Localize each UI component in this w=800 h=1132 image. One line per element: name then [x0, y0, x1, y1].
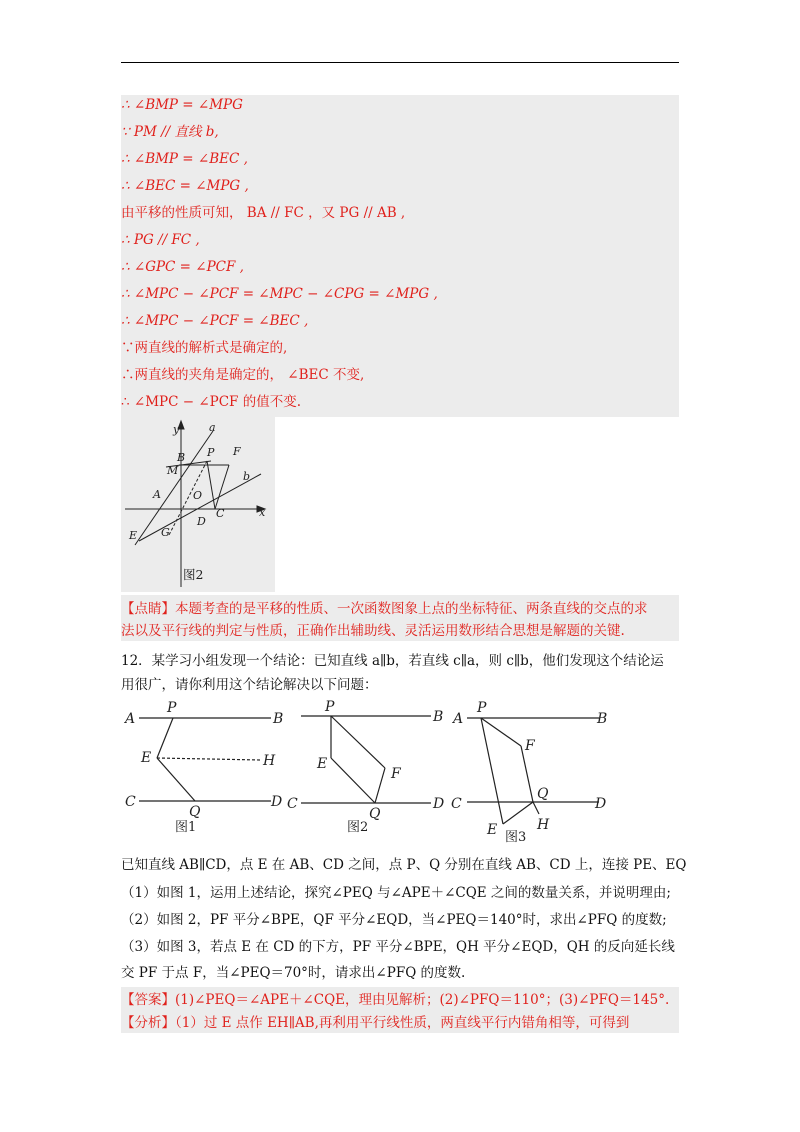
problem-line: （1）如图 1，运用上述结论，探究∠PEQ 与∠APE＋∠CQE 之间的数量关系，并说明理由;: [121, 885, 671, 901]
fig-label: B: [433, 709, 444, 725]
problem-line: （3）如图 3，若点 E 在 CD 的下方，PF 平分∠BPE，QH 平分∠EQD，QH 的反向延长线: [121, 939, 675, 955]
fig-label: a: [209, 421, 216, 434]
solution-line: ∴ ∠BEC = ∠MPG ,: [121, 178, 249, 194]
fig-label: D: [595, 796, 607, 812]
solution-line: ∴ ∠BMP = ∠BEC ,: [121, 151, 248, 167]
fig-label: Q: [189, 804, 201, 820]
fig-label: C: [216, 507, 225, 520]
analysis-line: 【分析】（1）过 E 点作 EH∥AB,再利用平行线性质，两直线平行内错角相等，可得到: [121, 1015, 630, 1031]
fig-label: C: [287, 796, 298, 812]
fig-label: E: [317, 756, 328, 772]
fig-label: P: [325, 699, 335, 715]
fig-label: A: [153, 488, 161, 501]
parallel-lines-figures: [121, 698, 631, 843]
fig-label: E: [129, 529, 138, 542]
solution-line: ∴两直线的夹角是确定的， ∠BEC 不变,: [121, 367, 365, 383]
fig-label: H: [537, 817, 550, 833]
solution-line: ∴ ∠MPC − ∠PCF = ∠BEC ,: [121, 313, 309, 329]
fig-label: Q: [537, 786, 549, 802]
fig-label: D: [271, 794, 283, 810]
fig-label: C: [451, 796, 462, 812]
figure-caption: 图2: [347, 820, 369, 835]
solution-line: ∵ PM // 直线 b,: [121, 124, 219, 140]
fig-label: B: [597, 711, 608, 727]
fig-label: C: [125, 794, 136, 810]
solution-line: 由平移的性质可知， BA // FC ，又 PG // AB ,: [121, 205, 406, 221]
fig-label: A: [125, 711, 136, 727]
fig-label: y: [173, 423, 180, 436]
fig-label: F: [391, 766, 401, 782]
fig-label: E: [487, 822, 498, 838]
fig-label: b: [243, 470, 251, 483]
fig-label: O: [193, 489, 203, 502]
coordinate-figure: [121, 417, 275, 592]
problem-intro-line: 12．某学习小组发现一个结论：已知直线 a∥b，若直线 c∥a，则 c∥b，他们发现这个结论运: [121, 653, 664, 669]
fig-label: H: [263, 753, 276, 769]
solution-line: ∵两直线的解析式是确定的,: [121, 340, 288, 356]
fig-label: Q: [369, 806, 381, 822]
solution-line: ∴ ∠MPC − ∠PCF = ∠MPC − ∠CPG = ∠MPG ,: [121, 286, 438, 302]
solution-line: ∴ PG // FC ,: [121, 232, 200, 248]
fig-label: D: [433, 796, 445, 812]
header-rule: [121, 62, 679, 63]
fig-label: F: [525, 738, 535, 754]
solution-line: ∴ ∠MPC − ∠PCF 的值不变.: [121, 394, 301, 410]
figure-caption: 图3: [505, 830, 527, 843]
fig-label: P: [207, 446, 215, 459]
comment-line: 【点睛】本题考查的是平移的性质、一次函数图象上点的坐标特征、两条直线的交点的求: [121, 601, 648, 617]
problem-intro-line: 用很广，请你利用这个结论解决以下问题：: [121, 677, 378, 693]
fig-label: F: [233, 445, 241, 458]
figure-caption: 图1: [175, 820, 197, 835]
answer-line: 【答案】(1)∠PEQ＝∠APE＋∠CQE，理由见解析；(2)∠PFQ＝110°；(3)∠PFQ＝145°.: [121, 992, 670, 1008]
comment-line: 法以及平行线的判定与性质，正确作出辅助线、灵活运用数形结合思想是解题的关键.: [121, 623, 625, 639]
problem-line: 交 PF 于点 F，当∠PEQ＝70°时，请求出∠PFQ 的度数.: [121, 965, 466, 981]
fig-label: x: [259, 506, 266, 519]
fig-label: A: [453, 711, 464, 727]
problem-line: （2）如图 2，PF 平分∠BPE，QF 平分∠EQD，当∠PEQ＝140°时，求出∠PFQ 的度数;: [121, 912, 667, 928]
solution-line: ∴ ∠BMP = ∠MPG: [121, 97, 243, 113]
problem-line: 已知直线 AB∥CD，点 E 在 AB、CD 之间，点 P、Q 分别在直线 AB、CD 上，连接 PE、EQ: [121, 857, 687, 873]
fig-label: D: [197, 515, 206, 528]
fig-label: B: [273, 711, 284, 727]
solution-line: ∴ ∠GPC = ∠PCF ,: [121, 259, 244, 275]
fig-label: B: [177, 451, 186, 464]
fig-label: M: [167, 464, 179, 477]
fig-label: P: [167, 700, 177, 716]
fig-label: G: [161, 526, 170, 539]
figure-caption: 图2: [183, 567, 204, 582]
fig-label: E: [141, 750, 152, 766]
fig-label: P: [477, 700, 487, 716]
